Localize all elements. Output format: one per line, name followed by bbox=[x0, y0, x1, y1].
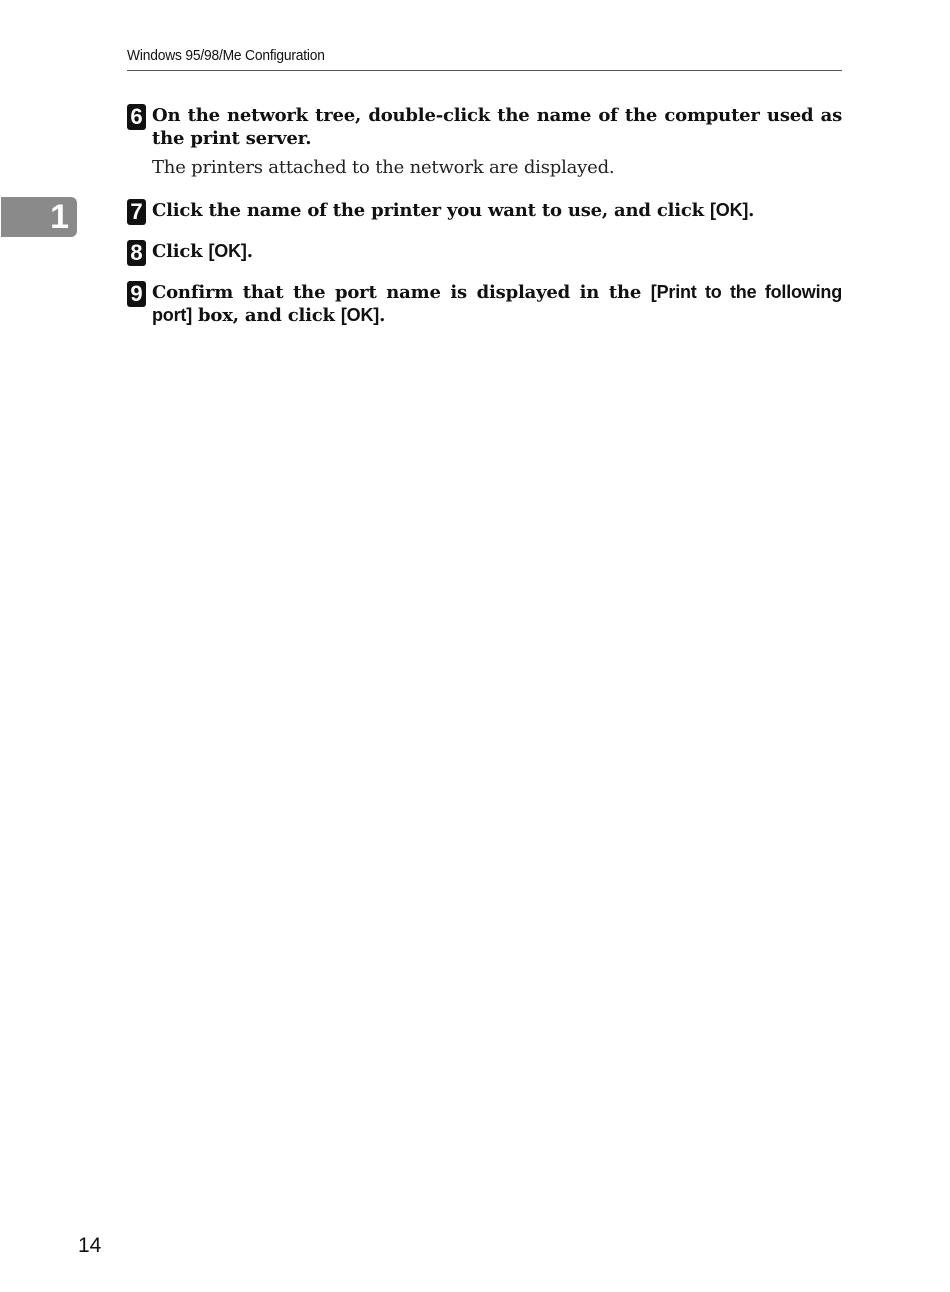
step-7 bbox=[127, 199, 842, 222]
step-8 bbox=[127, 240, 842, 263]
page-number: 14 bbox=[78, 1234, 102, 1257]
step-number-badge: 8 bbox=[127, 240, 146, 266]
step-instruction bbox=[152, 199, 842, 222]
step-text-end: . bbox=[748, 200, 755, 221]
step-6 bbox=[127, 104, 842, 179]
step-text: Click the name of the printer you want to use, and click bbox=[152, 200, 710, 221]
step-text: On the network tree, double-click the name of the computer used as the print server. bbox=[152, 105, 842, 149]
step-note: The printers attached to the network are displayed. bbox=[152, 157, 615, 178]
step-9 bbox=[127, 281, 842, 327]
key-label-ok: [OK] bbox=[340, 305, 380, 325]
header-rule bbox=[127, 70, 842, 71]
step-text-middle: box, and click bbox=[191, 305, 341, 326]
key-label-ok: [OK] bbox=[709, 200, 749, 220]
step-text-end: . bbox=[379, 305, 386, 326]
step-instruction bbox=[152, 240, 842, 263]
step-text-end: . bbox=[246, 241, 253, 262]
chapter-tab: 1 bbox=[1, 197, 77, 237]
step-number-badge: 9 bbox=[127, 281, 146, 307]
step-text: Click bbox=[152, 241, 209, 262]
step-text: Confirm that the port name is displayed in the bbox=[152, 282, 651, 303]
key-label-port: [Print to the following port] bbox=[152, 282, 842, 325]
key-label-ok: [OK] bbox=[208, 241, 247, 261]
step-number-badge: 6 bbox=[127, 104, 146, 130]
step-instruction bbox=[152, 281, 842, 327]
step-number-badge: 7 bbox=[127, 199, 146, 225]
running-header-title: Windows 95/98/Me Configuration bbox=[127, 47, 325, 64]
step-instruction bbox=[152, 104, 842, 150]
